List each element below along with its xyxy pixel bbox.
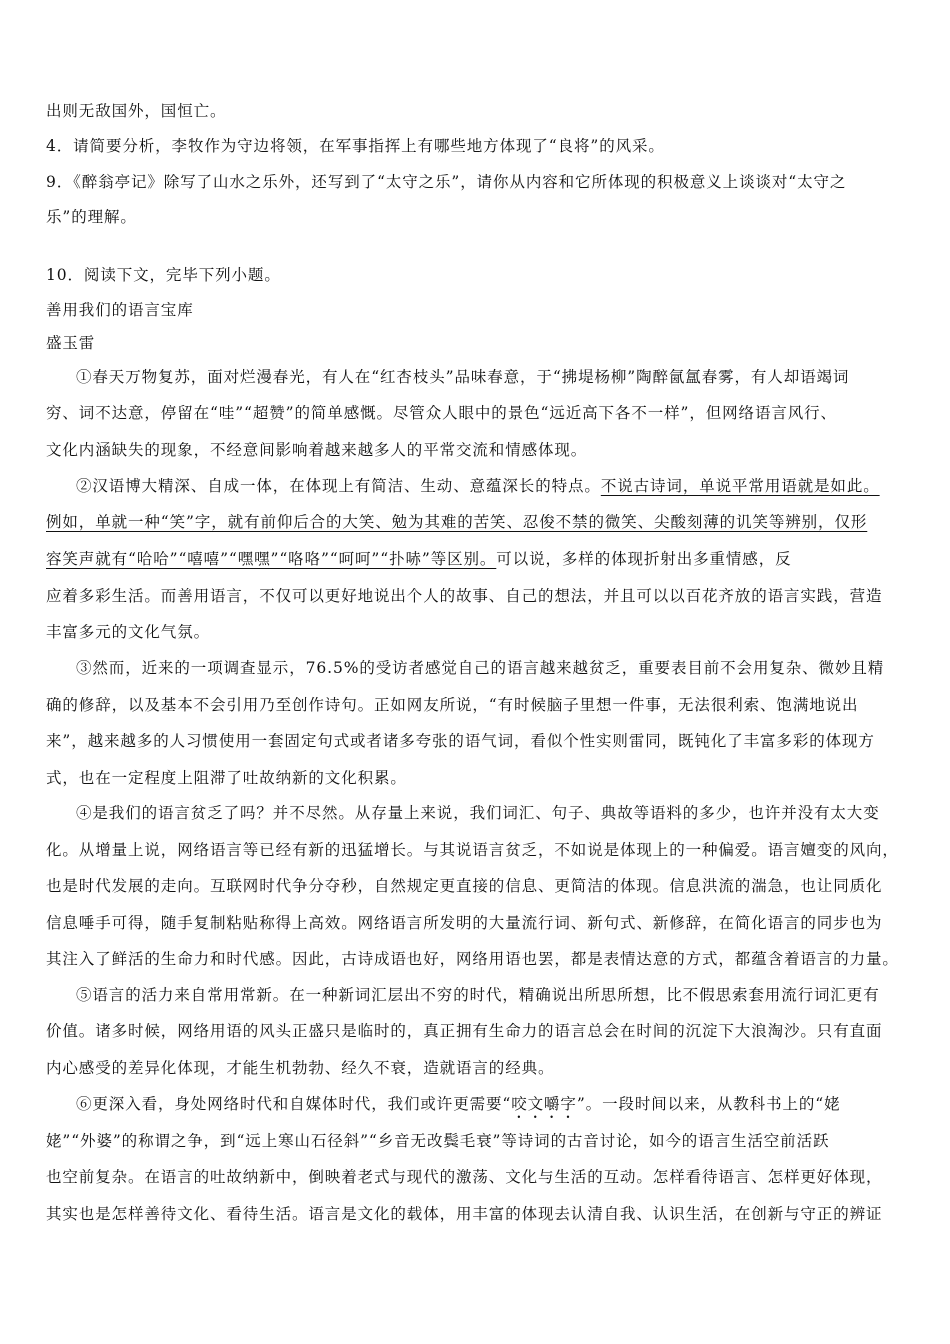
paragraph-5-line: ⑤语言的活力来自常用常新。在一种新词汇层出不穷的时代，精确说出所思所想，比不假思索套用流行词汇更有 (76, 986, 880, 1004)
paragraph-2-line: 丰富多元的文化气氛。 (46, 623, 211, 641)
article-title: 善用我们的语言宝库 (46, 301, 194, 319)
underlined-sentence: 不说古诗词，单说平常用语就是如此。 (600, 477, 880, 495)
paragraph-6-line: 姥”“外婆”的称谓之争，到“远上寒山石径斜”“乡音无改鬓毛衰”等诗词的古音讨论，如今的语言生活空前活跃 (46, 1132, 830, 1150)
emphasized-phrase: 咬文嚼字 (511, 1095, 577, 1113)
paragraph-1-line: 文化内涵缺失的现象，不经意间影响着越来越多人的平常交流和情感体现。 (46, 441, 588, 459)
paragraph-4-line: 信息唾手可得，随手复制粘贴称得上高效。网络语言所发明的大量流行词、新句式、新修辞，在简化语言的同步也为 (46, 914, 883, 932)
paragraph-2-line (76, 476, 906, 496)
paragraph-5-line: 内心感受的差异化体现，才能生机勃勃、经久不衰，造就语言的经典。 (46, 1059, 555, 1077)
underlined-sentence: 例如，单就一种“笑”字，就有前仰后合的大笑、勉为其难的苦笑、忍俊不禁的微笑、尖酸刻薄的讥笑等辨别，仅形 (46, 513, 868, 531)
paragraph-1-line: ①春天万物复苏，面对烂漫春光，有人在“红杏枝头”品味春意，于“拂堤杨柳”陶醉氤氲春雾，有人却语竭词 (76, 368, 850, 386)
question-9-line1: 9．《醉翁亭记》除写了山水之乐外，还写到了“太守之乐”，请你从内容和它所体现的积极意义上谈谈对“太守之 (46, 173, 847, 191)
paragraph-2-text: 可以说，多样的体现折射出多重情感，反 (496, 550, 792, 568)
paragraph-3-line: ③然而，近来的一项调查显示，76.5%的受访者感觉自己的语言越来越贫乏，重要表目前不会用复杂、微妙且精 (76, 659, 885, 677)
question-9-line2: 乐”的理解。 (46, 208, 137, 226)
text-line: 出则无敌国外，国恒亡。 (46, 102, 227, 120)
paragraph-6-text: ⑥更深入看，身处网络时代和自媒体时代，我们或许更需要“ (76, 1095, 512, 1113)
paragraph-3-line: 来”，越来越多的人习惯使用一套固定句式或者诸多夸张的语气词，看似个性实则雷同，既钝化了丰富多彩的体现方 (46, 732, 875, 750)
question-10-heading: 10．阅读下文，完毕下列小题。 (46, 266, 281, 284)
paragraph-6-text: ”。一段时间以来，从教科书上的“姥 (576, 1095, 841, 1113)
paragraph-4-line: 化。从增量上说，网络语言等已经有新的迅猛增长。与其说语言贫乏，不如说是体现上的一种偏爱。语言嬗变的风向， (46, 841, 899, 859)
paragraph-2-text: ②汉语博大精深、自成一体，在体现上有简洁、生动、意蕴深长的特点。 (76, 477, 601, 495)
paragraph-6-line: 其实也是怎样善待文化、看待生活。语言是文化的载体，用丰富的体现去认清自我、认识生活，在创新与守正的辨证 (46, 1205, 883, 1223)
paragraph-6-line: 也空前复杂。在语言的吐故纳新中，倒映着老式与现代的激荡、文化与生活的互动。怎样看待语言、怎样更好体现， (46, 1168, 883, 1186)
paragraph-2-line (46, 549, 906, 569)
paragraph-5-line: 价值。诸多时候，网络用语的风头正盛只是临时的，真正拥有生命力的语言总会在时间的沉淀下大浪淘沙。只有直面 (46, 1022, 883, 1040)
paragraph-4-line: 其注入了鲜活的生命力和时代感。因此，古诗成语也好，网络用语也罢，都是表情达意的方式，都蕴含着语言的力量。 (46, 950, 899, 968)
paragraph-3-line: 确的修辞，以及基本不会引用乃至创作诗句。正如网友所说，“有时候脑子里想一件事，无法很利索、饱满地说出 (46, 696, 859, 714)
paragraph-3-line: 式，也在一定程度上阻滞了吐故纳新的文化积累。 (46, 769, 407, 787)
paragraph-4-line: ④是我们的语言贫乏了吗？并不尽然。从存量上来说，我们词汇、句子、典故等语料的多少，也许并没有太大变 (76, 804, 880, 822)
article-author: 盛玉雷 (46, 334, 96, 352)
paragraph-4-line: 也是时代发展的走向。互联网时代争分夺秒，自然规定更直接的信息、更简洁的体现。信息洪流的湍急，也让同质化 (46, 877, 883, 895)
paragraph-1-line: 穷、词不达意，停留在“哇”“超赞”的简单感慨。尽管众人眼中的景色“远近高下各不一样”，但网络语言风行、 (46, 404, 837, 422)
underlined-sentence: 容笑声就有“哈哈”“嘻嘻”“嘿嘿”“咯咯”“呵呵”“扑哧”等区别。 (46, 550, 497, 568)
question-4: 4．请简要分析，李牧作为守边将领，在军事指挥上有哪些地方体现了“良将”的风采。 (46, 137, 665, 155)
paragraph-2-line: 应着多彩生活。而善用语言，不仅可以更好地说出个人的故事、自己的想法，并且可以以百花齐放的语言实践，营造 (46, 587, 883, 605)
paragraph-6-line (76, 1094, 906, 1122)
